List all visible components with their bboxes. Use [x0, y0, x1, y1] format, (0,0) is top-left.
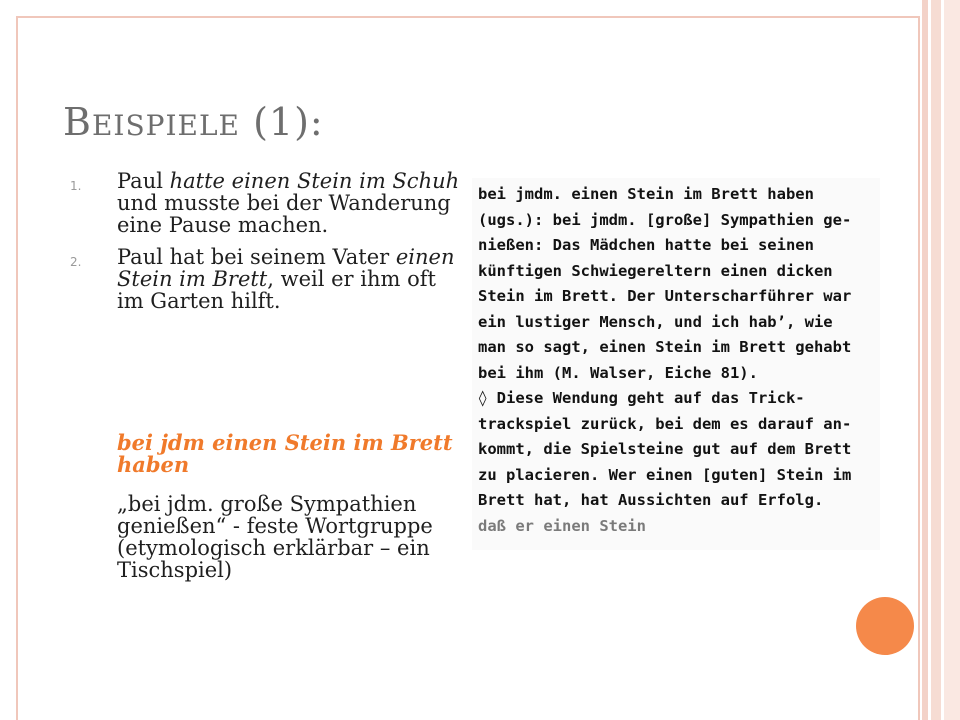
idiom-text: hatte einen Stein im Schuh	[169, 169, 460, 193]
scan-line: Brett hat, hat Aussichten auf Erfolg.	[478, 491, 824, 509]
decorative-circle	[856, 597, 914, 655]
slide-title	[63, 100, 324, 144]
text-run: und musste bei der Wanderung eine Pause machen.	[117, 191, 451, 237]
title-suffix: (1):	[240, 100, 324, 144]
scan-line: daß er einen Stein	[478, 516, 646, 535]
list-item	[70, 246, 460, 312]
scan-line: man so sagt, einen Stein im Brett gehabt	[478, 338, 852, 356]
idiom-expression: bei jdm einen Stein im Brett haben	[117, 430, 453, 477]
side-bar	[944, 0, 960, 720]
scan-line: zu placieren. Wer einen [guten] Stein im	[478, 465, 852, 484]
title-rest: EISPIELE	[91, 109, 240, 142]
title-initial: B	[63, 100, 92, 144]
item-text	[117, 246, 460, 312]
scan-line: bei jmdm. einen Stein im Brett haben	[478, 185, 814, 203]
list-number: 1.	[70, 179, 82, 193]
text-run: Paul	[117, 169, 170, 193]
side-bar	[931, 0, 941, 720]
scan-line: trackspiel zurück, bei dem es darauf an-	[478, 414, 852, 433]
dictionary-scan-image	[472, 178, 880, 550]
scan-line: kommt, die Spielsteine gut auf dem Brett	[478, 440, 852, 458]
scan-line: ◊ Diese Wendung geht auf das Trick-	[478, 389, 805, 407]
example-list	[70, 170, 460, 322]
scan-line: Stein im Brett. Der Unterscharführer war	[478, 287, 852, 305]
text-run: Paul hat bei seinem Vater	[117, 245, 396, 269]
side-bar	[922, 0, 928, 720]
list-number: 2.	[70, 255, 82, 269]
scan-line: (ugs.): bei jmdm. [große] Sympathien ge-	[478, 210, 852, 229]
idiom-text: einen Stein im Brett	[117, 245, 455, 291]
scan-line: bei ihm (M. Walser, Eiche 81).	[478, 363, 758, 382]
list-item	[70, 170, 460, 236]
decorative-side-bars	[922, 0, 960, 720]
text-run: , weil er ihm oft im Garten hilft.	[117, 267, 436, 313]
scan-line: künftigen Schwiegereltern einen dicken	[478, 261, 833, 280]
scan-line: nießen: Das Mädchen hatte bei seinen	[478, 236, 814, 254]
idiom-explanation: „bei jdm. große Sympathien genießen“ - feste Wortgruppe (etymologisch erklärbar – ein Tischspiel)	[117, 492, 433, 582]
scan-line: ein lustiger Mensch, und ich hab’, wie	[478, 312, 833, 331]
item-text	[117, 170, 460, 236]
